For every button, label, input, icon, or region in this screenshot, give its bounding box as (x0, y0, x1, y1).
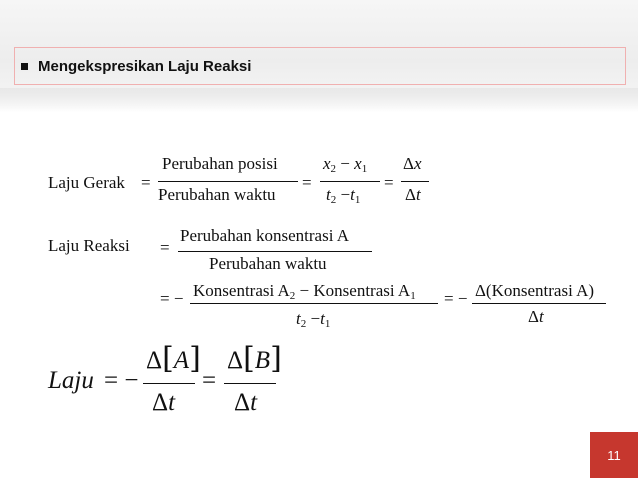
denominator-delta-t: Δt (152, 389, 176, 416)
laju-reaksi-label: Laju Reaksi (48, 236, 130, 255)
equals-sign: = (160, 238, 170, 257)
equals-sign: = (302, 173, 312, 192)
equals-sign: = (384, 173, 394, 192)
numerator-delta-a: Δ[A] (146, 341, 201, 376)
numerator-x2-minus-x1: $x_2 - x_1$ (323, 154, 368, 175)
denominator-delta-t: Δt (528, 307, 544, 326)
fraction-bar (224, 383, 276, 384)
denominator-t2-minus-t1: $t_2 -t_1$ (326, 185, 361, 206)
equals-minus: = − (444, 289, 468, 308)
square-bullet-icon (21, 63, 28, 70)
page-number-badge (590, 432, 638, 478)
numerator-konsentrasi-difference: Konsentrasi $A_2$ − Konsentrasi $A_1$ (193, 281, 416, 302)
fraction-bar (320, 181, 380, 182)
denominator-delta-t: Δt (234, 389, 258, 416)
numerator-delta-konsentrasi: Δ(Konsentrasi A) (475, 281, 595, 300)
page-number: 11 (607, 447, 621, 463)
fraction-bar (190, 303, 438, 304)
fraction-bar (143, 383, 195, 384)
equals-minus: = − (160, 289, 184, 308)
slide-title: Mengekspresikan Laju Reaksi (38, 57, 252, 75)
numerator-perubahan-konsentrasi: Perubahan konsentrasi A (180, 226, 350, 245)
equals-sign: = (141, 173, 151, 192)
equals-sign: = (202, 367, 217, 394)
equals-minus: = − (104, 367, 139, 394)
denominator-t2-minus-t1: $t_2 -t_1$ (296, 309, 331, 330)
numerator-delta-x: Δx (403, 154, 422, 173)
numerator-delta-b: Δ[B] (227, 341, 282, 376)
fraction-bar (401, 181, 429, 182)
denominator-delta-t: Δt (405, 185, 421, 204)
fraction-bar (178, 251, 372, 252)
laju-gerak-label: Laju Gerak (48, 173, 125, 192)
fraction-bar (472, 303, 606, 304)
laju-label: Laju (48, 367, 94, 394)
denominator-perubahan-waktu: Perubahan waktu (158, 185, 276, 204)
denominator-perubahan-waktu: Perubahan waktu (209, 254, 327, 273)
numerator-perubahan-posisi: Perubahan posisi (162, 154, 278, 173)
slide-title-row (0, 47, 626, 85)
fraction-bar (158, 181, 298, 182)
